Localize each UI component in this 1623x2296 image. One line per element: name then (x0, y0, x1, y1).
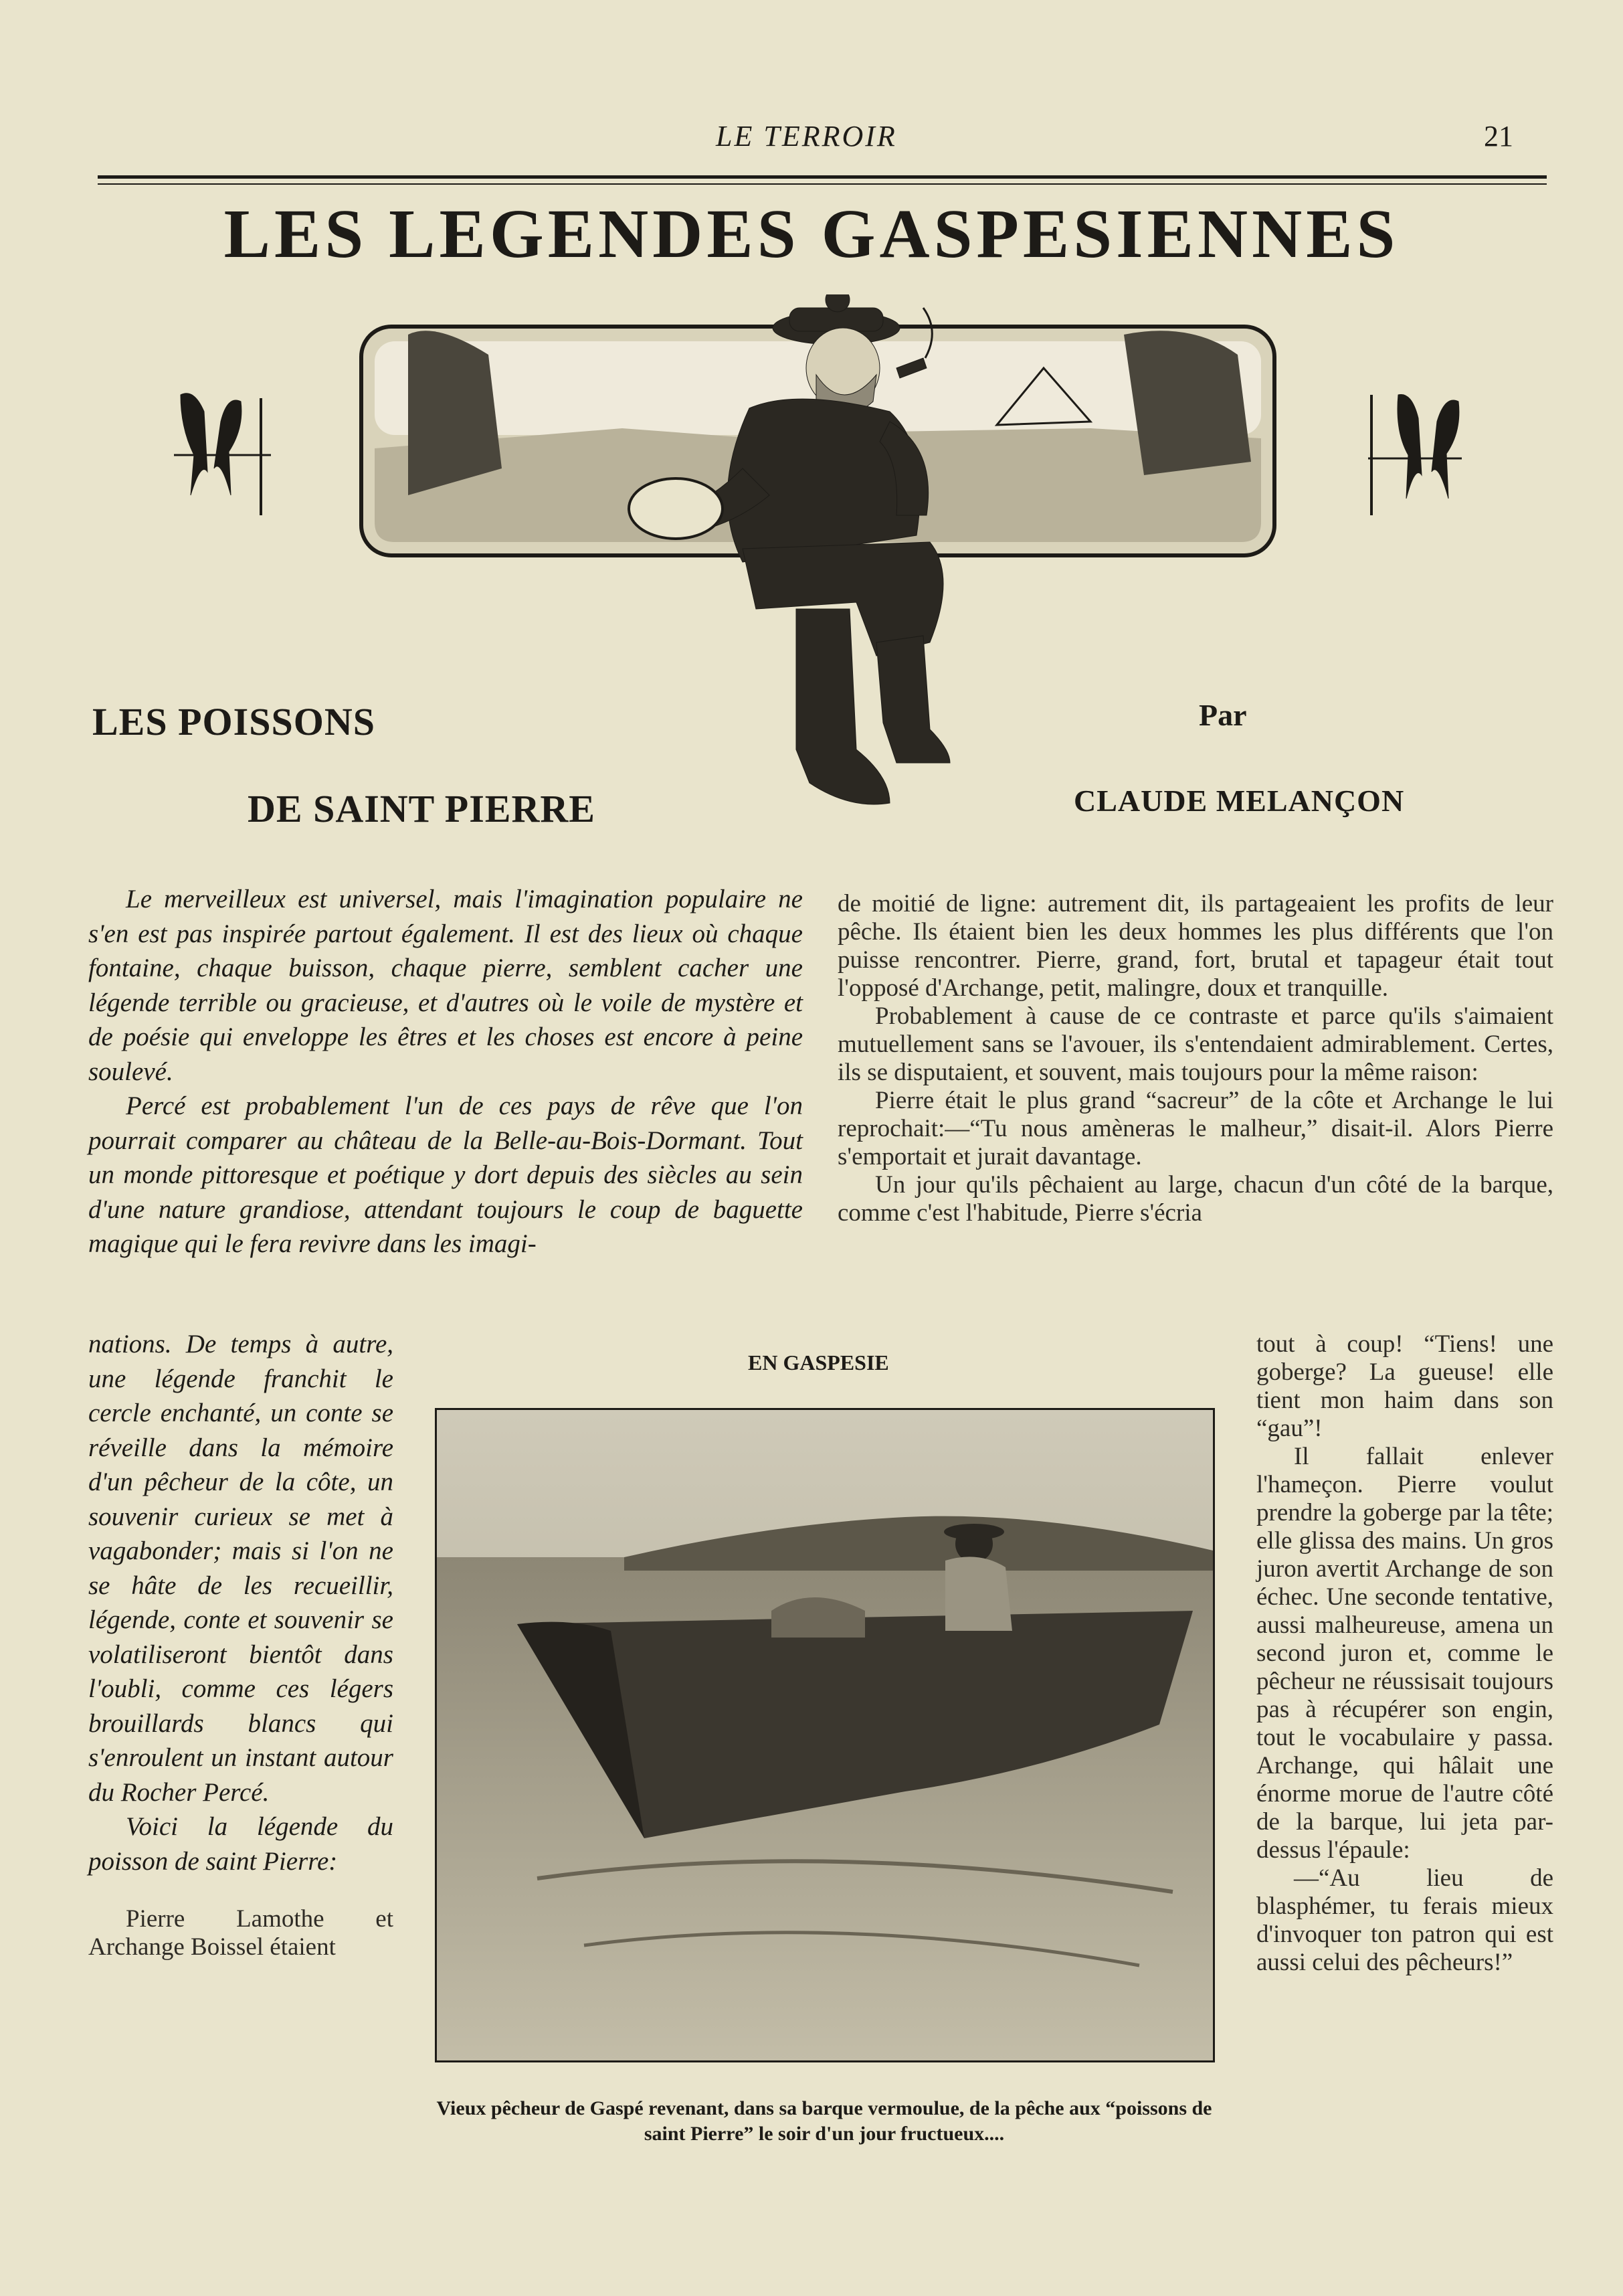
right-column (838, 890, 1553, 1227)
fisherman-in-boat-photo (435, 1408, 1215, 2062)
paragraph: Voici la légende du poisson de saint Pierre: (88, 1812, 393, 1876)
left-column (88, 882, 803, 1261)
paragraph: tout à coup! “Tiens! une goberge? La gueuse! elle tient mon haim dans son “gau”! (1256, 1330, 1553, 1442)
swallows-right-icon (1368, 394, 1462, 515)
running-title: LE TERROIR (716, 120, 897, 153)
photo-label: EN GASPESIE (748, 1350, 889, 1375)
paragraph: Pierre Lamothe et Archange Boissel étaient (88, 1905, 393, 1961)
fisherman-smoking-pipe-illustration (154, 294, 1478, 850)
paragraph: nations. De temps à autre, une légende franchit le cercle enchanté, un conte se réveille dans la mémoire d'un pêcheur de la côte, un souvenir curieux se met à vagabonder; mais si l'on ne se hâte de les recueillir, légende, conte et souvenir se volatiliseront bientôt dans l'oubli, comme ces légers brouillards blancs qui s'enroulent un instant autour du Rocher Percé. (88, 1330, 393, 1807)
story-title-line2: DE SAINT PIERRE (248, 787, 595, 830)
paragraph: —“Au lieu de blasphémer, tu ferais mieux d'invoquer ton patron qui est aussi celui des pêcheurs!” (1256, 1864, 1553, 1976)
page-headline: LES LEGENDES GASPESIENNES (223, 195, 1400, 272)
author-name: CLAUDE MELANÇON (1074, 784, 1405, 818)
left-column-narrow (88, 1327, 393, 1961)
swallows-left-icon (174, 393, 271, 515)
paragraph: Le merveilleux est universel, mais l'imagination populaire ne s'en est pas inspirée partout également. Il est des lieux où chaque fontaine, chaque buisson, chaque pierre, semblent cacher une légende terrible ou gracieuse, et d'autres où le voile de mystère et de poésie qui enveloppe les êtres et les choses est encore à peine soulevé. (88, 885, 803, 1086)
paragraph: Percé est probablement l'un de ces pays de rêve que l'on pourrait comparer au château de la Belle-au-Bois-Dormant. Tout un monde pittoresque et poétique y dort depuis des siècles au sein d'une nature grandiose, attendant toujours le coup de baguette magique qui le fera revivre dans les imagi- (88, 1091, 803, 1258)
paragraph: Un jour qu'ils pêchaient au large, chacun d'un côté de la barque, comme c'est l'habitude, Pierre s'écria (838, 1171, 1553, 1227)
header-rule-bottom (98, 183, 1547, 185)
right-column-narrow (1256, 1330, 1553, 1977)
page-number: 21 (1484, 120, 1513, 153)
paragraph: Il fallait enlever l'hameçon. Pierre voulut prendre la goberge par la tête; elle glissa des mains. Un gros juron avertit Archange de son échec. Une seconde tentative, aussi malheureuse, amena un second juron et, comme le pêcheur ne réussisait toujours pas à récupérer son engin, tout le vocabulaire y passa. Archange, qui hâlait une énorme morue de l'autre côté de la barque, lui jeta par-dessus l'épaule: (1256, 1443, 1553, 1864)
paragraph: de moitié de ligne: autrement dit, ils partageaient les profits de leur pêche. Ils étaient bien les deux hommes les plus différents que l'on puisse rencontrer. Pierre, grand, fort, brutal et tapageur était tout l'opposé d'Archange, petit, malingre, doux et tranquille. (838, 890, 1553, 1002)
paragraph: Probablement à cause de ce contraste et parce qu'ils s'aimaient mutuellement sans se l'avouer, ils s'entendaient admirablement. Certes, ils se disputaient, et souvent, mais toujours pour la même raison: (838, 1002, 1553, 1086)
boat-photo-icon (437, 1410, 1213, 2060)
header-rule-top (98, 175, 1547, 179)
paragraph: Pierre était le plus grand “sacreur” de la côte et Archange le lui reprochait:—“Tu nous amèneras le malheur,” disait-il. Alors Pierre s'emportait et jurait davantage. (838, 1087, 1553, 1170)
story-title-line1: LES POISSONS (92, 700, 376, 743)
photo-caption: Vieux pêcheur de Gaspé revenant, dans sa barque vermoulue, de la pêche aux “poissons de saint Pierre” le soir d'un jour fructueux.... (436, 2097, 1212, 2145)
byline-par: Par (1199, 698, 1247, 732)
